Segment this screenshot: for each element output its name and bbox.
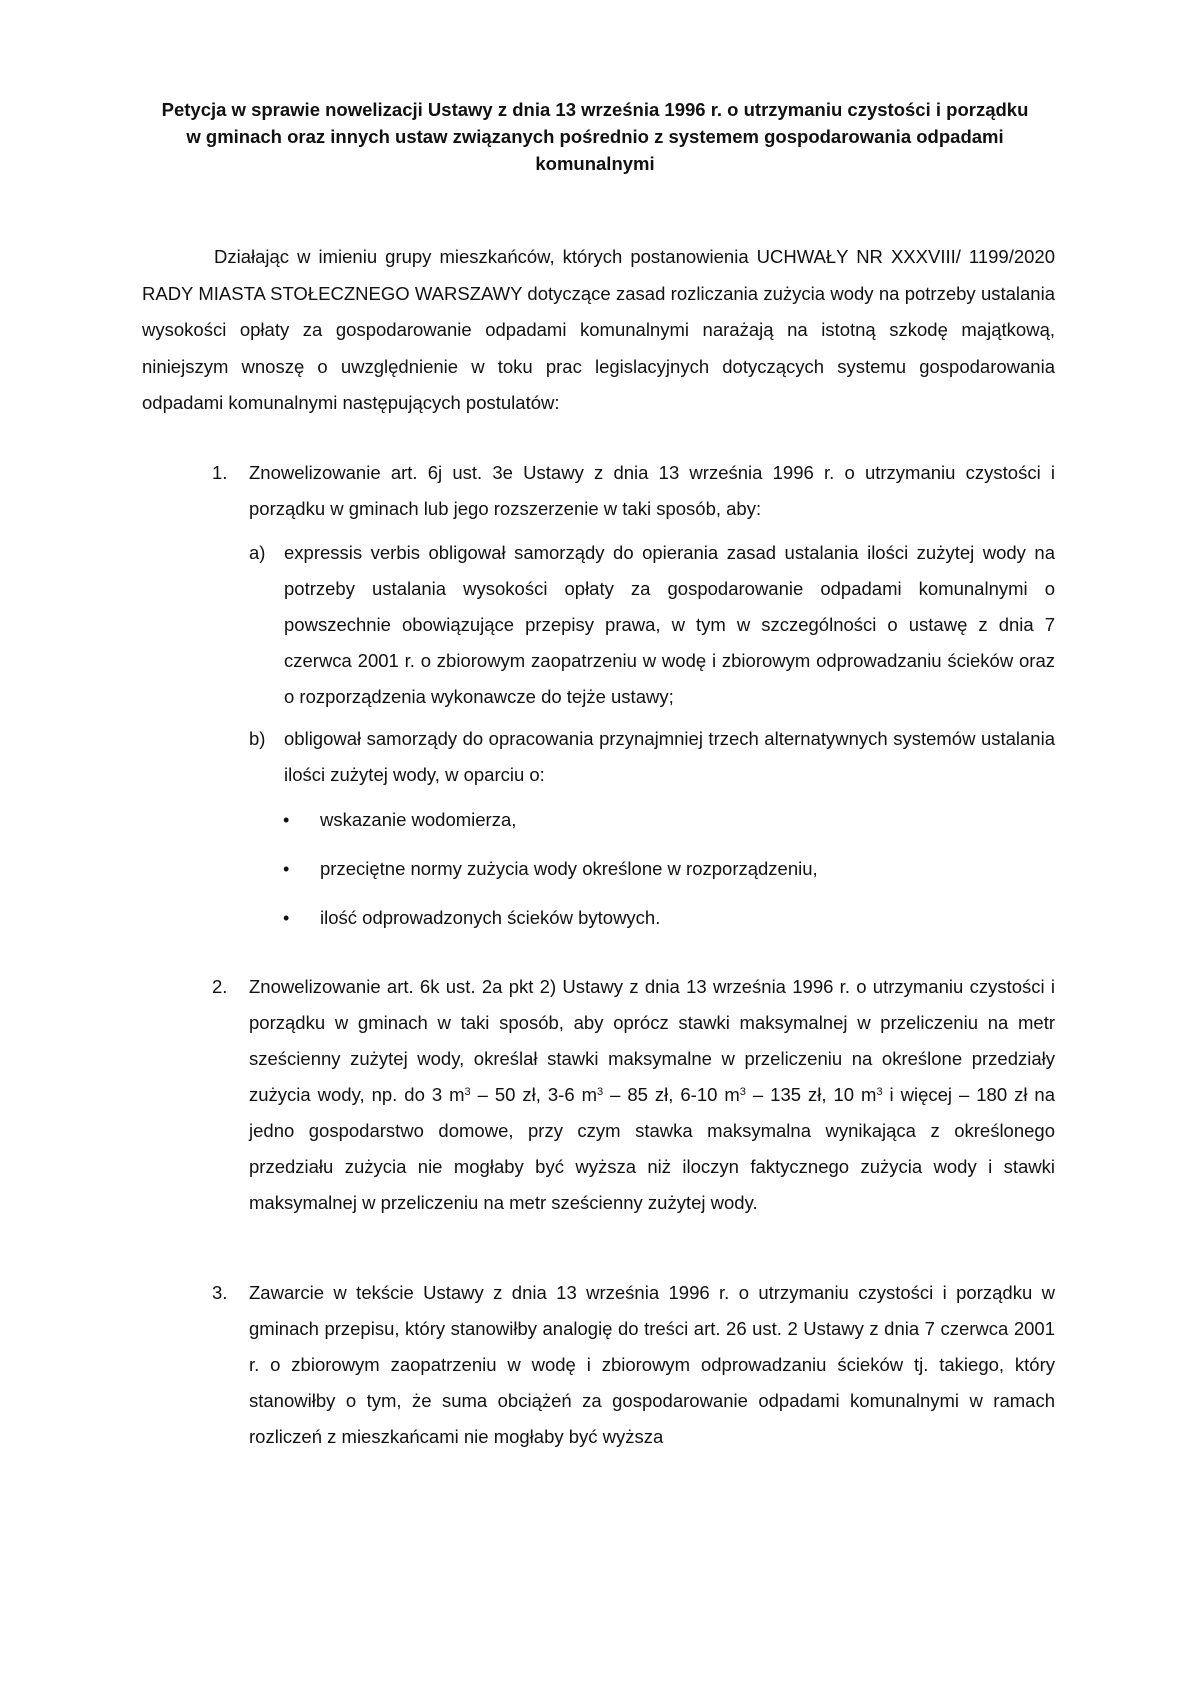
superscript: 3 [739, 1086, 746, 1098]
bullet-text: przeciętne normy zużycia wody określone w rozporządzeniu, [320, 858, 818, 879]
subitem-text: expressis verbis obligował samorządy do opierania zasad ustalania ilości zużytej wody na potrzeby ustalania wysokości opłaty za gospodarowanie odpadami komunalnymi o powszechnie obowiązujące przepisy prawa, w tym w szczególności o ustawę z dnia 7 czerwca 2001 r. o zbiorowym zaopatrzeniu w wodę i zbiorowym odprowadzaniu ścieków oraz o rozporządzenia wykonawcze do tejże ustawy; [284, 542, 1055, 707]
item-text [249, 969, 1055, 1221]
intro-paragraph [142, 239, 1055, 422]
title-line-2: w gminach oraz innych ustaw związanych pośrednio z systemem gospodarowania odpadami [186, 126, 1004, 147]
title-line-1: Petycja w sprawie nowelizacji Ustawy z dnia 13 września 1996 r. o utrzymaniu czystości i porządku [161, 99, 1029, 120]
item-number: 3. [212, 1282, 228, 1303]
item-text-part: – 85 zł, 6-10 m [603, 1084, 740, 1105]
subitem-letter: a) [249, 542, 266, 563]
bullet-text: ilość odprowadzonych ścieków bytowych. [320, 907, 661, 928]
bullet-icon: • [283, 859, 290, 879]
item-number: 1. [212, 462, 228, 483]
item-text: Zawarcie w tekście Ustawy z dnia 13 września 1996 r. o utrzymaniu czystości i porządku w gminach przepisu, który stanowiłby analogię do treści art. 26 ust. 2 Ustawy z dnia 7 czerwca 2001 r. o zbiorowym zaopatrzeniu w wodę i zbiorowym odprowadzaniu ścieków tj. takiego, który stanowiłby o tym, że suma obciążeń za gospodarowanie odpadami komunalnymi w ramach rozliczeń z mieszkańcami nie mogłaby być wyższa [249, 1282, 1055, 1447]
bullet-icon: • [283, 810, 290, 830]
title-line-3: komunalnymi [535, 153, 655, 174]
bullet-text: wskazanie wodomierza, [320, 809, 517, 830]
superscript: 3 [464, 1086, 471, 1098]
subitem-letter: b) [249, 728, 266, 749]
item-text-part: i więcej – 180 zł na jedno gospodarstwo domowe, przy czym stawka maksymalna wynikająca z określonego przedziału zużycia nie mogłaby być wyższa niż iloczyn faktycznego zużycia wody i stawki maksymalnej w przeliczeniu na metr sześcienny zużytej wody. [249, 1084, 1056, 1213]
intro-text: Działając w imieniu grupy mieszkańców, których postanowienia UCHWAŁY NR XXXVIII/ 1199/2020 RADY MIASTA STOŁECZNEGO WARSZAWY dotyczące zasad rozliczania zużycia wody na potrzeby ustalania wysokości opłaty za gospodarowanie odpadami komunalnymi narażają na istotną szkodę majątkową, niniejszym wnoszę o uwzględnienie w toku prac legislacyjnych dotyczących systemu gospodarowania odpadami komunalnymi następujących postulatów: [142, 246, 1055, 413]
page-title [130, 96, 1060, 177]
item-text-part: – 135 zł, 10 m [745, 1084, 877, 1105]
item-text-part: Znowelizowanie art. 6k ust. 2a pkt 2) Ustawy z dnia 13 września 1996 r. o utrzymaniu czystości i porządku w gminach w taki sposób, aby oprócz stawki maksymalnej w przeliczeniu na metr sześcienny zużytej wody, określał stawki maksymalne w przeliczeniu na określone przedziały zużycia wody, np. do 3 m [249, 976, 1055, 1105]
bullet-icon: • [283, 908, 290, 928]
item-number: 2. [212, 976, 228, 997]
subitem-text: obligował samorządy do opracowania przynajmniej trzech alternatywnych systemów ustalania ilości zużytej wody, w oparciu o: [284, 728, 1055, 785]
superscript: 3 [597, 1086, 604, 1098]
superscript: 3 [876, 1086, 883, 1098]
item-text-part: – 50 zł, 3-6 m [470, 1084, 597, 1105]
item-text: Znowelizowanie art. 6j ust. 3e Ustawy z dnia 13 września 1996 r. o utrzymaniu czystości i porządku w gminach lub jego rozszerzenie w taki sposób, aby: [249, 462, 1055, 519]
